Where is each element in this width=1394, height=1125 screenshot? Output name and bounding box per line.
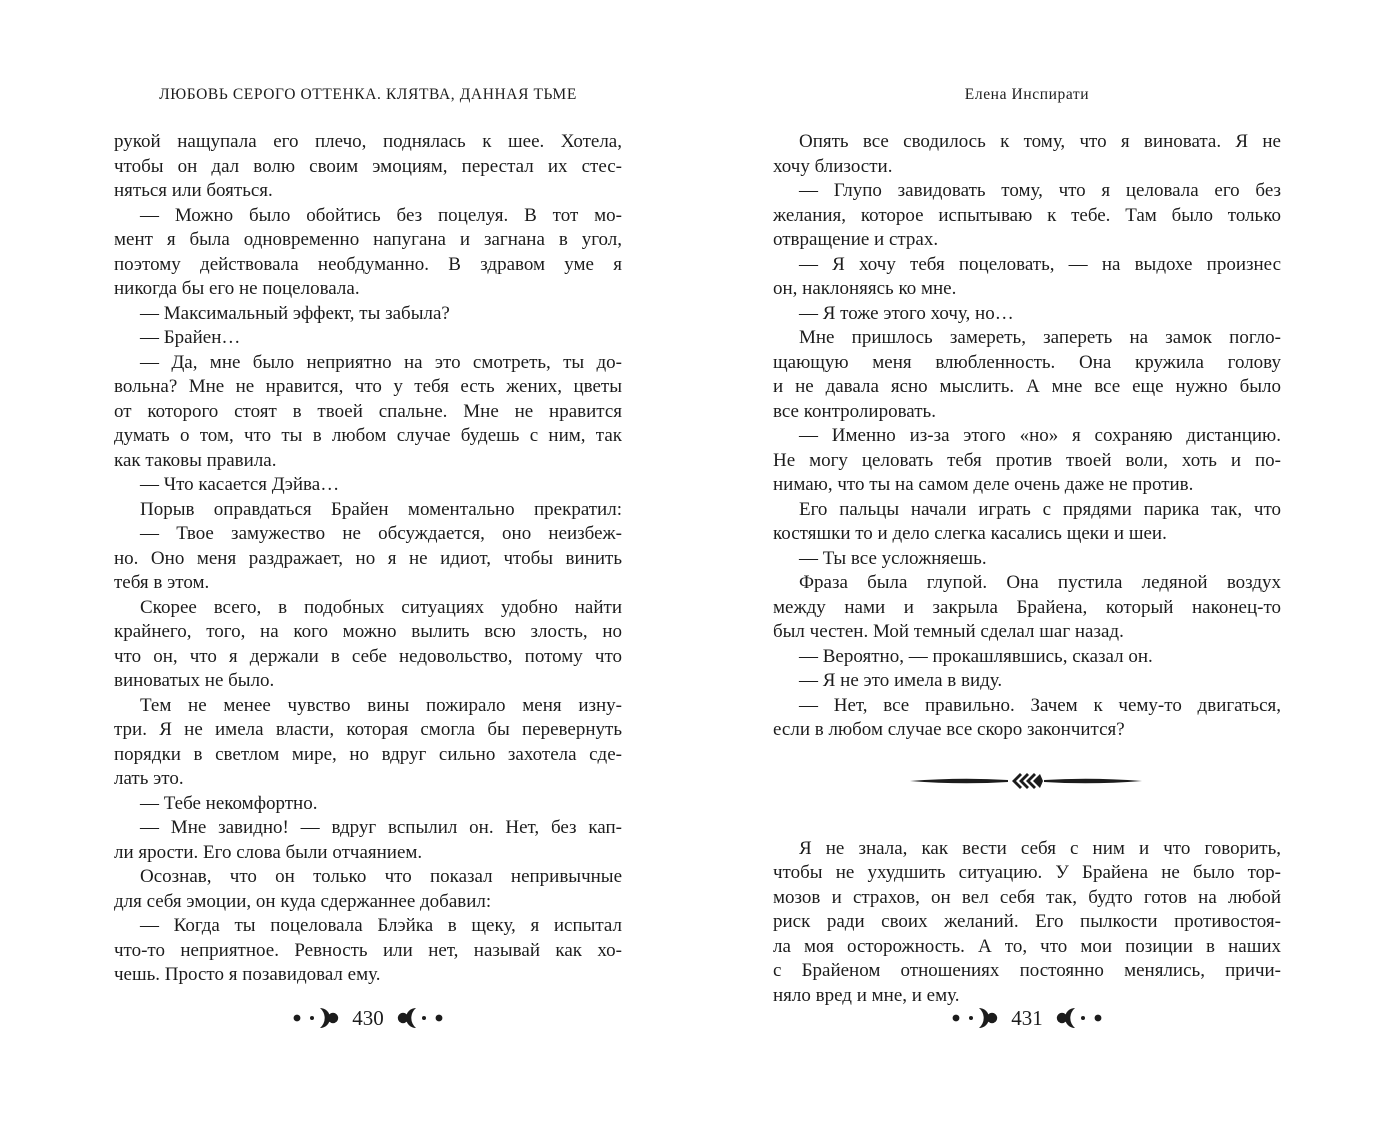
text-line: чтобы он дал волю своим эмоциям, перестал их стес- — [114, 155, 622, 177]
text-line: виноватых не было. — [114, 670, 275, 691]
page-number-left — [114, 1004, 622, 1031]
text-line: — Можно было обойтись без поцелуя. В тот мо- — [140, 204, 622, 226]
text-line: как таковы правила. — [114, 449, 277, 471]
text-line: — Что касается Дэйва… — [140, 474, 340, 495]
text-line: между нами и закрыла Брайена, который наконец-то — [773, 596, 1281, 618]
text-line: — Глупо завидовать тому, что я целовала его без — [799, 180, 1281, 201]
text-line: — Нет, все правильно. Зачем к чему-то двигаться, — [799, 694, 1281, 716]
text-line: чешь. Просто я позавидовал ему. — [114, 964, 381, 985]
text-line: няло вред и мне, и ему. — [773, 984, 960, 1006]
text-line: нимаю, что ты на самом деле очень даже не против. — [773, 474, 1194, 495]
text-line: — Когда ты поцеловала Блэйка в щеку, я испытал — [140, 915, 622, 936]
running-head-book-title: ЛЮБОВЬ СЕРОГО ОТТЕНКА. КЛЯТВА, ДАННАЯ ТЬМЕ — [159, 86, 577, 103]
text-line: няться или бояться. — [114, 180, 273, 201]
text-line: — Брайен… — [140, 327, 241, 348]
text-line: мозов и страхов, он вел себя так, будто готов на любой — [773, 886, 1281, 908]
left-body-text — [114, 130, 622, 988]
text-line: Скорее всего, в подобных ситуациях удобно найти — [140, 596, 622, 618]
text-line: — Вероятно, — прокашлявшись, сказал он. — [799, 645, 1153, 667]
text-line: все контролировать. — [773, 400, 936, 422]
moon-ornament-icon — [291, 1006, 339, 1030]
text-line: никогда бы его не поцеловала. — [114, 278, 360, 299]
text-line: порядки в светлом мире, но вдруг сильно захотела сде- — [114, 743, 622, 765]
flourish-divider-icon — [910, 771, 1142, 791]
text-line: поэтому действовала необдуманно. В здравом уме я — [114, 253, 622, 275]
text-line: для себя эмоции, он куда сдержаннее добавил: — [114, 890, 492, 912]
text-line: лать это. — [114, 768, 184, 789]
text-line: — Твое замужество не обсуждается, оно неизбеж- — [140, 523, 622, 544]
text-line: риск ради своих желаний. Его пылкости противостоя- — [773, 911, 1281, 932]
text-line: — Тебе некомфортно. — [140, 792, 318, 814]
moon-ornament-icon — [1056, 1006, 1104, 1030]
text-line: — Ты все усложняешь. — [799, 547, 987, 569]
text-line: желания, которое испытываю к тебе. Там было только — [773, 204, 1281, 226]
moon-ornament-icon — [397, 1006, 445, 1030]
text-line: если в любом случае все скоро закончится? — [773, 719, 1125, 740]
text-line: — Максимальный эффект, ты забыла? — [140, 302, 450, 324]
text-line: рукой нащупала его плечо, поднялась к шее. Хотела, — [114, 131, 622, 152]
right-body-bottom — [773, 837, 1281, 1009]
moon-ornament-icon — [950, 1006, 998, 1030]
text-line: хочу близости. — [773, 155, 893, 177]
text-line: Его пальцы начали играть с прядями парика так, что — [799, 498, 1281, 520]
text-line: что он, что я держали в себе недовольство, потому что — [114, 645, 622, 667]
text-line: тебя в этом. — [114, 572, 210, 593]
text-line: мент я была одновременно напугана и загнана в угол, — [114, 229, 622, 250]
text-line: Не могу целовать тебя против твоей воли, хоть и по- — [773, 449, 1281, 471]
text-line: — Да, мне было неприятно на это смотреть, ты до- — [140, 351, 622, 373]
text-line: костяшки то и дело слегка касались щеки и шеи. — [773, 523, 1167, 544]
text-line: и не давала ясно мыслить. А мне все еще нужно было — [773, 376, 1281, 397]
text-line: от которого стоят в твоей спальне. Мне не нравится — [114, 400, 622, 422]
text-line: чтобы не ухудшить ситуацию. У Брайена не было тор- — [773, 862, 1281, 883]
text-line: отвращение и страх. — [773, 229, 939, 250]
text-line: Фраза была глупой. Она пустила ледяной воздух — [799, 572, 1281, 593]
section-divider — [773, 743, 1281, 837]
right-body-top — [773, 130, 1281, 743]
text-line: он, наклоняясь ко мне. — [773, 278, 957, 299]
text-line: Порыв оправдаться Брайен моментально прекратил: — [140, 498, 622, 520]
text-line: с Брайеном отношениях постоянно менялись, причи- — [773, 960, 1281, 981]
page-number-text: 431 — [1011, 1005, 1043, 1030]
text-line: ли ярости. Его слова были отчаянием. — [114, 841, 423, 863]
text-line: — Я тоже этого хочу, но… — [799, 302, 1014, 324]
text-line: был честен. Мой темный сделал шаг назад. — [773, 621, 1124, 642]
text-line: что-то неприятное. Ревность или нет, называй как хо- — [114, 939, 622, 961]
text-line: вольна? Мне не нравится, что у тебя есть жених, цветы — [114, 376, 622, 397]
text-line: Тем не менее чувство вины пожирало меня изну- — [140, 694, 622, 716]
text-line: щающую меня влюбленность. Она кружила голову — [773, 351, 1281, 373]
text-line: думать о том, что ты в любом случае будешь с ним, так — [114, 425, 622, 446]
text-line: — Мне завидно! — вдруг вспылил он. Нет, без кап- — [140, 817, 622, 838]
running-head-author: Елена Инспирати — [964, 86, 1090, 103]
text-line: Мне пришлось замереть, запереть на замок погло- — [799, 327, 1281, 348]
text-line: — Я хочу тебя поцеловать, — на выдохе произнес — [799, 253, 1281, 275]
right-page — [697, 0, 1394, 1125]
text-line: крайнего, того, на кого можно вылить всю злость, но — [114, 621, 622, 642]
text-line: ла моя осторожность. А то, что мои позиции в наших — [773, 935, 1281, 957]
text-line: Опять все сводилось к тому, что я виновата. Я не — [799, 131, 1281, 152]
page-number-text: 430 — [352, 1005, 384, 1030]
text-line: — Именно из-за этого «но» я сохраняю дистанцию. — [799, 425, 1281, 446]
text-line: Осознав, что он только что показал непривычные — [140, 866, 622, 887]
text-line: Я не знала, как вести себя с ним и что говорить, — [799, 837, 1281, 859]
text-line: но. Оно меня раздражает, но я не идиот, чтобы винить — [114, 547, 622, 569]
text-line: — Я не это имела в виду. — [799, 670, 1003, 691]
right-body-text — [773, 130, 1281, 1008]
text-line: три. Я не имела власти, которая смогла бы перевернуть — [114, 719, 622, 740]
page-number-right — [773, 1004, 1281, 1031]
